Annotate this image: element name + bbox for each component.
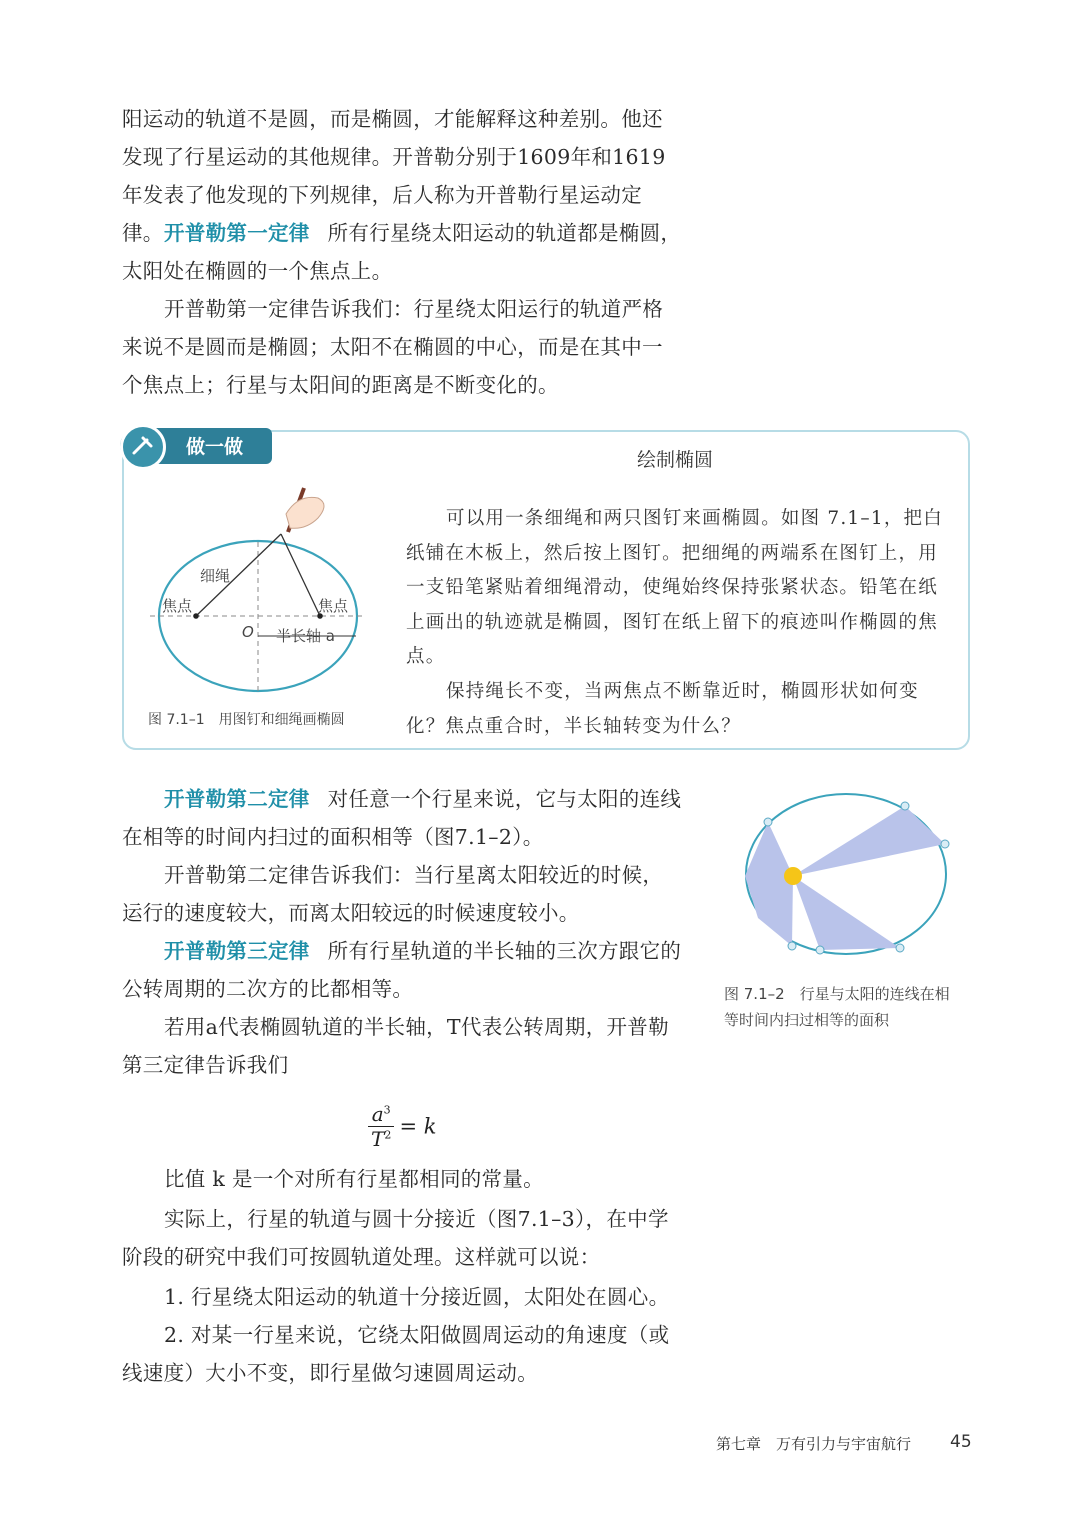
- paragraph-constant: 比值 k 是一个对所有行星都相同的常量。: [164, 1167, 544, 1191]
- activity-tag-label: 做一做: [186, 436, 244, 458]
- formula-denominator-exponent: 2: [384, 1128, 392, 1142]
- paragraph-intro: 阳运动的轨道不是圆，而是椭圆，才能解释这种差别。他还发现了行星运动的其他规律。开普勒分别于1609年和1619年发表了他发现的下列规律，后人称为开普勒行星运动定律。: [122, 107, 666, 245]
- law3-title: 开普勒第三定律: [164, 939, 310, 963]
- list-item-1: 1. 行星绕太阳运动的轨道十分接近圆，太阳处在圆心。: [164, 1285, 670, 1309]
- paragraph-circular-approx: 实际上，行星的轨道与圆十分接近（图7.1–3），在中学阶段的研究中我们可按圆轨道处理。这样就可以说：: [122, 1207, 669, 1269]
- label-semi-major: 半长轴 a: [276, 627, 335, 645]
- formula-numerator-exponent: 3: [383, 1103, 391, 1117]
- formula-denominator: T: [371, 1127, 385, 1151]
- paragraph-law3-formula-intro: 若用a代表椭圆轨道的半长轴，T代表公转周期，开普勒第三定律告诉我们: [122, 1015, 669, 1077]
- list-item-2: 2. 对某一行星来说，它绕太阳做圆周运动的角速度（或线速度）大小不变，即行星做匀速圆周运动。: [122, 1323, 670, 1385]
- chapter-footer: 第七章 万有引力与宇宙航行: [716, 1435, 912, 1453]
- paragraph-law2-explain: 开普勒第二定律告诉我们：当行星离太阳较近的时候，运行的速度较大，而离太阳较远的时候速度较小。: [122, 863, 664, 925]
- law1-title: 开普勒第一定律: [164, 221, 310, 245]
- paragraph-law1-explain: 开普勒第一定律告诉我们：行星绕太阳运行的轨道严格来说不是圆而是椭圆；太阳不在椭圆的中心，而是在其中一个焦点上；行星与太阳间的距离是不断变化的。: [122, 297, 664, 397]
- sun-icon: [784, 867, 802, 885]
- law2-title: 开普勒第二定律: [164, 787, 310, 811]
- figure-7-1-1-caption: 图 7.1–1 用图钉和细绳画椭圆: [148, 712, 345, 728]
- law1-text: 所有行星绕太阳运动的轨道都是椭圆，太阳处在椭圆的一个焦点上。: [122, 221, 682, 283]
- ellipse-drawing-figure: [148, 484, 388, 699]
- label-focus-left: 焦点: [162, 597, 193, 615]
- paragraph-law3: [122, 932, 682, 1008]
- formula-rhs: = k: [399, 1114, 437, 1139]
- equal-areas-figure: [740, 786, 955, 966]
- kepler-third-law-formula: [368, 1102, 436, 1151]
- figure-7-1-2-caption-line1: 图 7.1–2 行星与太阳的连线在相: [724, 985, 950, 1003]
- figure-7-1-2-caption-line2: 等时间内扫过相等的面积: [724, 1011, 890, 1029]
- paragraph-law2: [122, 780, 682, 856]
- law2-text: 对任意一个行星来说，它与太阳的连线在相等的时间内扫过的面积相等（图7.1–2）。: [122, 787, 682, 849]
- activity-text-2: 保持绳长不变，当两焦点不断靠近时，椭圆形状如何变化？焦点重合时，半长轴转变为什么？: [406, 681, 919, 737]
- label-origin: O: [242, 623, 254, 641]
- law3-text: 所有行星轨道的半长轴的三次方跟它的公转周期的二次方的比都相等。: [122, 939, 682, 1001]
- activity-text-1: 可以用一条细绳和两只图钉来画椭圆。如图 7.1–1，把白纸铺在木板上，然后按上图钉。把细绳的两端系在图钉上，用一支铅笔紧贴着细绳滑动，使绳始终保持张紧状态。铅笔在纸上画出的轨迹就是椭圆，图钉在纸上留下的痕迹叫作椭圆的焦点。: [406, 508, 943, 667]
- hammer-icon: [120, 424, 166, 470]
- formula-fraction: [368, 1102, 394, 1151]
- formula-numerator: a: [371, 1102, 384, 1126]
- paragraph-law1: [122, 214, 682, 290]
- activity-title: 绘制椭圆: [636, 449, 713, 471]
- label-focus-right: 焦点: [318, 597, 349, 615]
- page-number: 45: [950, 1432, 972, 1452]
- label-string: 细绳: [200, 567, 231, 585]
